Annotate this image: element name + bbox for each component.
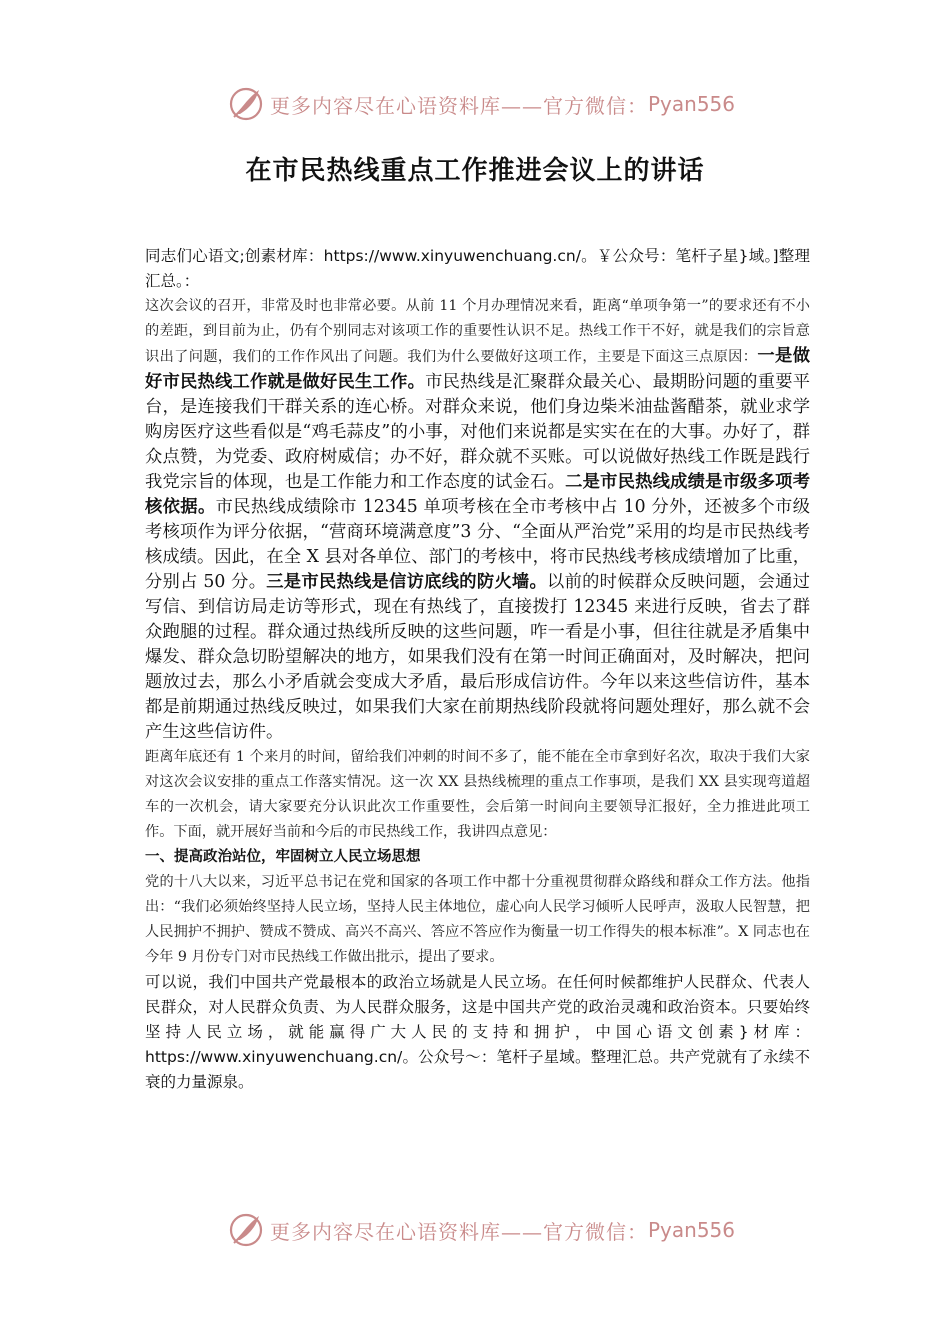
paragraph-political-stance: 可以说，我们中国共产党最根本的政治立场就是人民立场。在任何时候都维护人民群众、代表人民群众，对人民群众负责、为人民群众服务，这是中国共产党的政治灵魂和政治资本。只要始终坚持人民立场，就能赢得广大人民的支持和拥护，中国心语文创素}材库：https://www.xinyuwenchuang.cn/。公众号～：笔杆子星域。整理汇总。共产党就有了永续不衰的力量源泉。 — [145, 973, 810, 1091]
reason-one-text: 市民热线是汇聚群众最关心、最期盼问题的重要平台，是连接我们干群关系的连心桥。对群众来说，他们身边柴米油盐酱醋茶，就业求学购房医疗这些看似是“鸡毛蒜皮”的小事，对他们来说都是实实在在的大事。办好了，群众点赞，为党委、政府树威信；办不好，群众就不买账。可以说做好热线工作既是践行我党宗旨的体现，也是工作能力和工作态度的试金石。 — [145, 372, 810, 492]
section-heading-one: 一、提高政治站位，牢固树立人民立场思想 — [145, 849, 421, 865]
banner-text: 更多内容尽在心语资料库——官方微信： — [270, 93, 648, 118]
paragraph-reasons — [145, 294, 810, 745]
header-banner — [226, 82, 746, 126]
reason-two-text: 市民热线成绩除市 12345 单项考核在全市考核中占 10 分外，还被多个市级考核项作为评分依据，“营商环境满意度”3 分、“全面从严治党”采用的均是市民热线考核成绩。因此，在全 X 县对各单位、部门的考核中，将市民热线考核成绩增加了比重，分别占 50 分。 — [145, 497, 810, 592]
feather-pen-logo-icon — [226, 1210, 266, 1250]
reason-three-heading: 三是市民热线是信访底线的防火墙。 — [266, 572, 548, 592]
banner-wechat-id: Pyan556 — [648, 92, 736, 116]
intro-paragraph: 同志们心语文;创素材库：https://www.xinyuwenchuang.cn/。￥公众号：笔杆子星}域。]整理汇总。： — [145, 247, 810, 290]
paragraph-people-stance: 党的十八大以来，习近平总书记在党和国家的各项工作中都十分重视贯彻群众路线和群众工作方法。他指出：“我们必须始终坚持人民立场，坚持人民主体地位，虚心向人民学习倾听人民呼声，汲取人民智慧，把人民拥护不拥护、赞成不赞成、高兴不高兴、答应不答应作为衡量一切工作得失的根本标准”。X 同志也在今年 9 月份专门对市民热线工作做出批示，提出了要求。 — [145, 874, 810, 965]
reasons-lead-text: 这次会议的召开，非常及时也非常必要。从前 11 个月办理情况来看，距离“单项争第一”的要求还有不小的差距，到目前为止，仍有个别同志对该项工作的重要性认识不足。热线工作干不好，就是我们的宗旨意识出了问题，我们的工作作风出了问题。我们为什么要做好这项工作，主要是下面这三点原因： — [145, 298, 810, 365]
page-title: 在市民热线重点工作推进会议上的讲话 — [245, 156, 705, 186]
paragraph-deadline: 距离年底还有 1 个来月的时间，留给我们冲刺的时间不多了，能不能在全市拿到好名次，取决于我们大家对这次会议安排的重点工作落实情况。这一次 XX 县热线梳理的重点工作事项，是我们 XX 县实现弯道超车的一次机会，请大家要充分认识此次工作重要性，会后第一时间向主要领导汇报好，全力推进此项工作。下面，就开展好当前和今后的市民热线工作，我讲四点意见： — [145, 749, 810, 840]
reason-two-heading: 二是市民热线成绩是市级多项考核依据。 — [145, 472, 810, 517]
banner-wechat-id: Pyan556 — [648, 1218, 736, 1242]
banner-text: 更多内容尽在心语资料库——官方微信： — [270, 1219, 648, 1244]
reason-one-heading: 一是做好市民热线工作就是做好民生工作。 — [145, 346, 810, 392]
document-body — [145, 244, 810, 1095]
reason-three-text: 以前的时候群众反映问题，会通过写信、到信访局走访等形式，现在有热线了，直接拨打 12345 来进行反映，省去了群众跑腿的过程。群众通过热线所反映的这些问题，咋一看是小事，但往往就是矛盾集中爆发、群众急切盼望解决的地方，如果我们没有在第一时间正确面对，及时解决，把问题放过去，那么小矛盾就会变成大矛盾，最后形成信访件。今年以来这些信访件，基本都是前期通过热线反映过，如果我们大家在前期热线阶段就将问题处理好，那么就不会产生这些信访件。 — [145, 572, 810, 742]
feather-pen-logo-icon — [226, 84, 266, 124]
footer-banner — [226, 1208, 746, 1252]
